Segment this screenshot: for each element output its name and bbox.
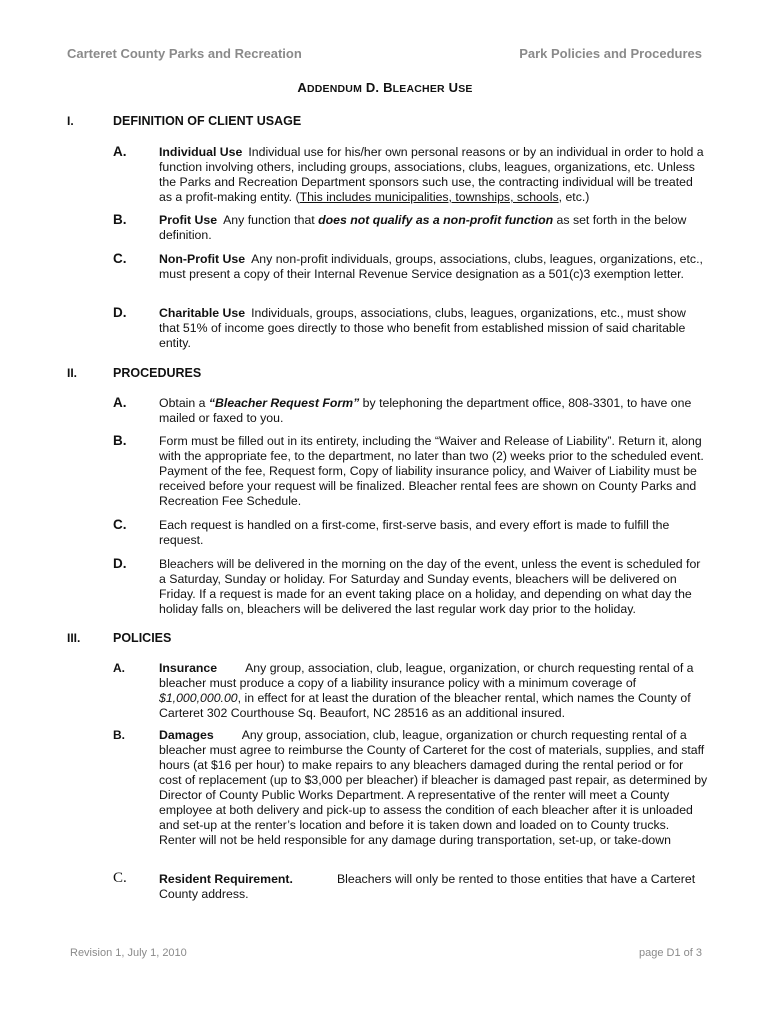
section-title: DEFINITION OF CLIENT USAGE: [113, 114, 302, 128]
item-letter: A.: [113, 144, 127, 159]
item-term: Individual Use: [159, 145, 243, 159]
item-text: Any function that: [223, 213, 319, 227]
document-title: [0, 80, 770, 95]
section-title: PROCEDURES: [113, 366, 202, 380]
item-text: Individual use for his/her own personal reasons or by an individual in order to hold a function involving others, including groups, associations, clubs, leagues, organizations, etc. Unless the Parks and Recreation Department sponsors such use, the contracting individual will be treated as a profit-making entity. (: [159, 145, 704, 204]
item-underlined-text: This includes municipalities, townships, schools: [299, 190, 559, 204]
item-letter: D.: [113, 556, 127, 571]
policy-paragraph: [159, 872, 709, 902]
item-term: Non-Profit Use: [159, 252, 246, 266]
item-term: Insurance: [159, 661, 218, 675]
item-text-end: , in effect for at least the duration of the bleacher rental, which names the County of Carteret 302 Courthouse Sq. Beaufort, NC 28516 as an additional insured.: [159, 691, 691, 720]
item-italic: $1,000,000.00: [159, 691, 238, 705]
item-text-end: , etc.): [558, 190, 590, 204]
item-text: Individuals, groups, associations, clubs, leagues, organizations, etc., must show that 51% of income goes directly to those who benefit from established mission of said charitable entity.: [159, 306, 686, 350]
item-letter: B.: [113, 212, 127, 227]
item-letter: C.: [113, 251, 127, 266]
definition-paragraph: [159, 306, 709, 351]
procedure-paragraph: Form must be filled out in its entirety, including the “Waiver and Release of Liability”. Return it, along with the appropriate fee, to the department, no later than two (2) weeks prior to the scheduled event. Payment of the fee, Request form, Copy of liability insurance policy, and Waiver of Liability must be received before your request will be finalized. Bleacher rental fees are shown on County Parks and Recreation Fee Schedule.: [159, 434, 704, 508]
item-letter: B.: [113, 728, 125, 742]
item-text: Bleachers will only be rented to those entities that have a Carteret County address.: [159, 872, 696, 901]
section-numeral: III.: [67, 631, 81, 645]
title-part: DDENDUM: [306, 83, 363, 95]
item-text: Any group, association, club, league, organization, or church requesting rental of a bleacher must produce a copy of a liability insurance policy with a minimum coverage of: [159, 661, 694, 690]
item-text-end: as set forth in the below definition.: [159, 213, 687, 242]
item-emphasis: does not qualify as a non-profit function: [318, 213, 554, 227]
section-numeral: I.: [67, 114, 74, 128]
item-letter: A.: [113, 395, 127, 410]
item-emphasis: “Bleacher Request Form”: [208, 396, 360, 410]
footer-revision: Revision 1, July 1, 2010: [70, 947, 187, 959]
item-text-end: by telephoning the department office, 808-3301, to have one mailed or faxed to you.: [159, 396, 692, 425]
item-letter: D.: [113, 305, 127, 320]
item-term: Damages: [159, 728, 214, 742]
policy-paragraph: [159, 728, 709, 848]
item-text: Any group, association, club, league, organization or church requesting rental of a bleacher must agree to reimburse the County of Carteret for the cost of materials, supplies, and staff hours (at $16 per hour) to make repairs to any bleachers damaged during the rental period or for cost of replacement (up to $3,000 per bleacher) if bleacher is damaged past repair, as determined by Director of County Public Works Department. A representative of the renter will meet a County employee at both delivery and pick-up to assess the condition of each bleacher after it is unloaded and set-up at the renter’s location and before it is taken down and loaded on to County trucks. Renter will not be held responsible for any damage during transportation, set-up, or take-down: [159, 728, 708, 847]
item-letter: C.: [113, 517, 127, 532]
item-letter: B.: [113, 433, 127, 448]
title-part: U: [444, 80, 459, 95]
item-letter: A.: [113, 661, 125, 675]
item-term: Charitable Use: [159, 306, 246, 320]
definition-paragraph: [159, 145, 709, 205]
item-letter: C.: [113, 870, 127, 886]
running-header-left: Carteret County Parks and Recreation: [67, 46, 302, 61]
running-header-right: Park Policies and Procedures: [519, 46, 702, 61]
title-part: LEACHER: [392, 83, 445, 95]
procedure-paragraph: Each request is handled on a first-come, first-serve basis, and every effort is made to fulfill the request.: [159, 518, 670, 547]
title-part: D.: [362, 80, 384, 95]
section-numeral: II.: [67, 366, 78, 380]
definition-paragraph: [159, 213, 709, 243]
title-part: A: [297, 80, 307, 95]
footer-page-number: page D1 of 3: [639, 947, 702, 959]
policy-paragraph: [159, 661, 709, 721]
section-title: POLICIES: [113, 631, 172, 645]
item-term: Resident Requirement.: [159, 872, 293, 886]
procedure-paragraph: [159, 396, 709, 426]
title-part: B: [383, 80, 393, 95]
definition-paragraph: [159, 252, 709, 282]
procedure-paragraph: Bleachers will be delivered in the morning on the day of the event, unless the event is scheduled for a Saturday, Sunday or holiday. For Saturday and Sunday events, bleachers will be delivered on Friday. If a request is made for an event taking place on a holiday, and depending on what day the holiday falls on, bleachers will be delivered the last regular work day prior to the holiday.: [159, 557, 701, 616]
item-term: Profit Use: [159, 213, 218, 227]
item-text: Any non-profit individuals, groups, associations, clubs, leagues, organizations, etc., must present a copy of their Internal Revenue Service designation as a 501(c)3 exemption letter.: [159, 252, 703, 281]
title-part: SE: [458, 83, 473, 95]
item-text: Obtain a: [159, 396, 209, 410]
